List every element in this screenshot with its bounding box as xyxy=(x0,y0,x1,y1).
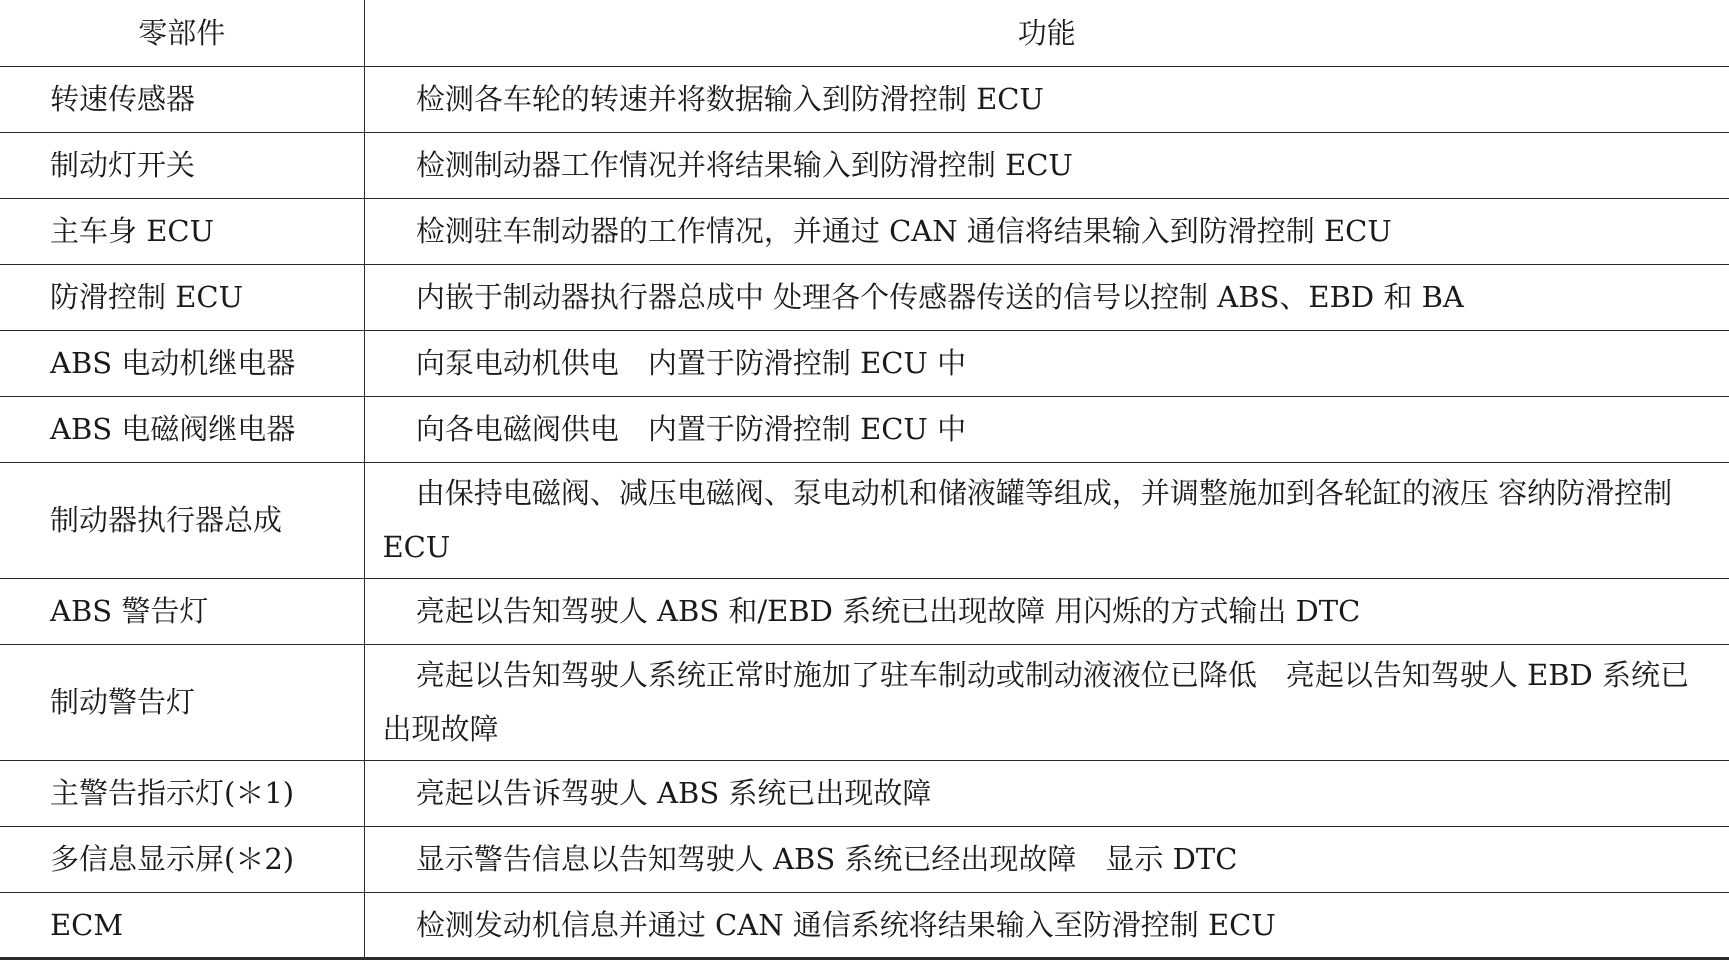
table-row xyxy=(0,264,1729,330)
table-row xyxy=(0,198,1729,264)
component-cell: 多信息显示屏(＊2) xyxy=(0,826,364,892)
function-cell: 亮起以告知驾驶人 ABS 和/EBD 系统已出现故障 用闪烁的方式输出 DTC xyxy=(364,578,1729,644)
table-row xyxy=(0,66,1729,132)
component-cell: 制动灯开关 xyxy=(0,132,364,198)
component-cell: 制动器执行器总成 xyxy=(0,462,364,578)
table-row xyxy=(0,132,1729,198)
table-header xyxy=(0,0,1729,66)
component-cell: 主警告指示灯(＊1) xyxy=(0,760,364,826)
header-component: 零部件 xyxy=(0,0,364,66)
table-row xyxy=(0,826,1729,892)
function-cell: 亮起以告知驾驶人系统正常时施加了驻车制动或制动液液位已降低 亮起以告知驾驶人 EBD 系统已出现故障 xyxy=(364,644,1729,760)
function-cell: 向泵电动机供电 内置于防滑控制 ECU 中 xyxy=(364,330,1729,396)
table-row xyxy=(0,578,1729,644)
header-function: 功能 xyxy=(364,0,1729,66)
table-row xyxy=(0,396,1729,462)
function-cell: 由保持电磁阀、减压电磁阀、泵电动机和储液罐等组成，并调整施加到各轮缸的液压 容纳防滑控制 ECU xyxy=(364,462,1729,578)
function-cell: 向各电磁阀供电 内置于防滑控制 ECU 中 xyxy=(364,396,1729,462)
function-cell: 检测各车轮的转速并将数据输入到防滑控制 ECU xyxy=(364,66,1729,132)
header-row xyxy=(0,0,1729,66)
function-cell: 亮起以告诉驾驶人 ABS 系统已出现故障 xyxy=(364,760,1729,826)
table-row xyxy=(0,644,1729,760)
function-cell: 检测驻车制动器的工作情况，并通过 CAN 通信将结果输入到防滑控制 ECU xyxy=(364,198,1729,264)
component-cell: 防滑控制 ECU xyxy=(0,264,364,330)
component-cell: ABS 警告灯 xyxy=(0,578,364,644)
component-cell: ECM xyxy=(0,892,364,958)
table-row xyxy=(0,760,1729,826)
function-cell: 检测发动机信息并通过 CAN 通信系统将结果输入至防滑控制 ECU xyxy=(364,892,1729,958)
function-cell: 内嵌于制动器执行器总成中 处理各个传感器传送的信号以控制 ABS、EBD 和 BA xyxy=(364,264,1729,330)
table-row xyxy=(0,462,1729,578)
component-cell: 主车身 ECU xyxy=(0,198,364,264)
table-row xyxy=(0,892,1729,958)
table-row xyxy=(0,330,1729,396)
table-body xyxy=(0,66,1729,958)
component-cell: 制动警告灯 xyxy=(0,644,364,760)
component-cell: ABS 电动机继电器 xyxy=(0,330,364,396)
function-cell: 显示警告信息以告知驾驶人 ABS 系统已经出现故障 显示 DTC xyxy=(364,826,1729,892)
component-cell: 转速传感器 xyxy=(0,66,364,132)
function-cell: 检测制动器工作情况并将结果输入到防滑控制 ECU xyxy=(364,132,1729,198)
component-cell: ABS 电磁阀继电器 xyxy=(0,396,364,462)
